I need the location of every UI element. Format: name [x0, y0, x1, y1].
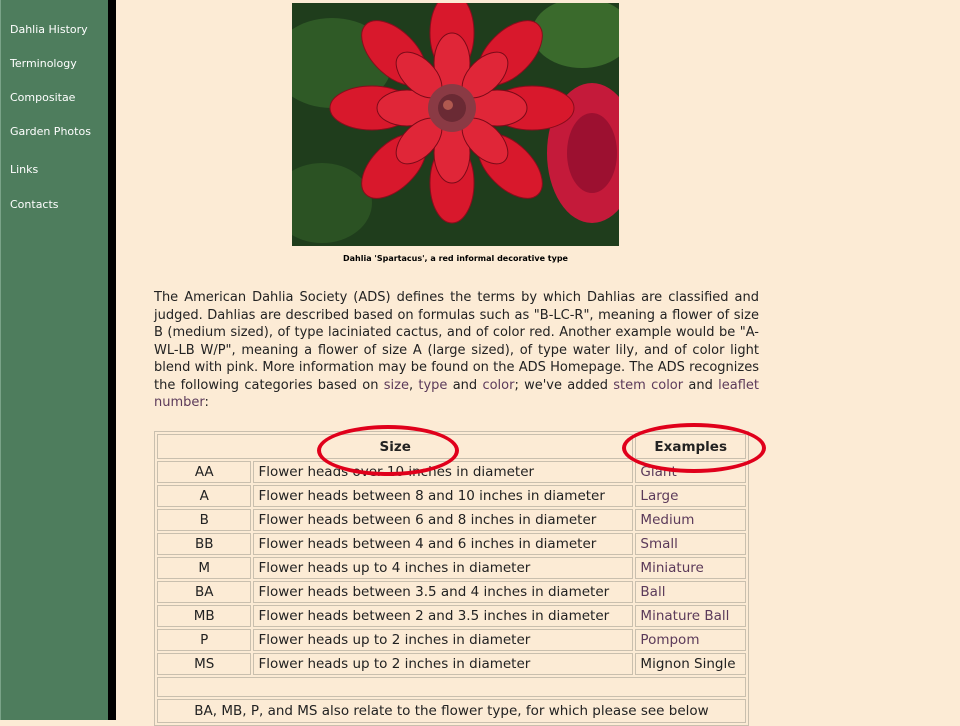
- table-row: [157, 605, 746, 627]
- table-row: [157, 653, 746, 675]
- size-example-link[interactable]: Pompom: [640, 632, 700, 648]
- dahlia-photo: [292, 3, 619, 246]
- sidebar-divider: [108, 0, 116, 720]
- size-code: A: [157, 485, 251, 507]
- header-examples: Examples: [635, 434, 746, 459]
- table-spacer-cell: [157, 677, 746, 697]
- table-row: [157, 485, 746, 507]
- size-example-cell: [635, 533, 746, 555]
- table-row: [157, 581, 746, 603]
- size-example-link[interactable]: Small: [640, 536, 678, 552]
- link-type[interactable]: type: [418, 377, 448, 393]
- nav-link-dahlia-history[interactable]: Dahlia History: [10, 23, 88, 36]
- size-example-cell: [635, 509, 746, 531]
- table-row: [157, 509, 746, 531]
- photo-caption: Dahlia 'Spartacus', a red informal decorative type: [343, 254, 568, 263]
- nav-link-links[interactable]: Links: [10, 163, 39, 176]
- table-row: [157, 557, 746, 579]
- table-note: BA, MB, P, and MS also relate to the flower type, for which please see below: [157, 699, 746, 723]
- nav-link-terminology[interactable]: Terminology: [10, 57, 77, 70]
- size-code: AA: [157, 461, 251, 483]
- size-example-link[interactable]: Large: [640, 488, 679, 504]
- size-example-link: Mignon Single: [640, 656, 736, 672]
- size-description: Flower heads between 8 and 10 inches in diameter: [253, 485, 633, 507]
- link-size[interactable]: size: [383, 377, 409, 393]
- dahlia-flower-image: [292, 3, 619, 246]
- size-example-cell: [635, 605, 746, 627]
- size-description: Flower heads up to 4 inches in diameter: [253, 557, 633, 579]
- table-row: [157, 533, 746, 555]
- size-code: MS: [157, 653, 251, 675]
- table-spacer-row: [157, 677, 746, 697]
- table-row: [157, 629, 746, 651]
- sidebar-nav: [0, 0, 108, 720]
- size-description: Flower heads between 6 and 8 inches in diameter: [253, 509, 633, 531]
- size-code: B: [157, 509, 251, 531]
- nav-link-compositae[interactable]: Compositae: [10, 91, 76, 104]
- link-stem-color[interactable]: stem color: [613, 377, 684, 393]
- size-example-cell: [635, 581, 746, 603]
- size-example-cell: [635, 461, 746, 483]
- size-example-cell: [635, 653, 746, 675]
- size-description: Flower heads between 3.5 and 4 inches in diameter: [253, 581, 633, 603]
- header-size: Size: [157, 434, 633, 459]
- size-example-link[interactable]: Minature Ball: [640, 608, 730, 624]
- link-leaflet-number[interactable]: leaflet number: [154, 377, 759, 410]
- size-example-link[interactable]: Ball: [640, 584, 666, 600]
- size-description: Flower heads up to 2 inches in diameter: [253, 629, 633, 651]
- size-example-cell: [635, 485, 746, 507]
- nav-link-garden-photos[interactable]: Garden Photos: [10, 125, 91, 138]
- table-row: [157, 461, 746, 483]
- size-table: [154, 431, 749, 726]
- size-code: P: [157, 629, 251, 651]
- size-code: M: [157, 557, 251, 579]
- table-header-row: [157, 434, 746, 459]
- size-example-cell: [635, 557, 746, 579]
- nav-link-contacts[interactable]: Contacts: [10, 198, 59, 211]
- size-description: Flower heads over 10 inches in diameter: [253, 461, 633, 483]
- size-description: Flower heads between 4 and 6 inches in diameter: [253, 533, 633, 555]
- size-description: Flower heads up to 2 inches in diameter: [253, 653, 633, 675]
- size-example-link[interactable]: Giant: [640, 464, 677, 480]
- size-code: BB: [157, 533, 251, 555]
- size-example-link[interactable]: Medium: [640, 512, 695, 528]
- size-code: BA: [157, 581, 251, 603]
- size-example-cell: [635, 629, 746, 651]
- size-example-link[interactable]: Miniature: [640, 560, 704, 576]
- size-code: MB: [157, 605, 251, 627]
- intro-paragraph: The American Dahlia Society (ADS) defines the terms by which Dahlias are classified and judged. Dahlias are described based on formulas such as "B-LC-R", meaning a flower of size B (medium sized), of type laciniated cactus, and of color red. Another example would be "A-WL-LB W/P", meaning a flower of size A (large sized), of type water lily, and of color light blend with pink. More information may be found on the ADS Homepage. The ADS recognizes the following categories based on size, type and color; we've added stem color and leaflet number:: [154, 290, 759, 410]
- table-note-row: [157, 699, 746, 723]
- size-description: Flower heads between 2 and 3.5 inches in diameter: [253, 605, 633, 627]
- link-color[interactable]: color: [482, 377, 515, 393]
- table-body: [157, 461, 746, 723]
